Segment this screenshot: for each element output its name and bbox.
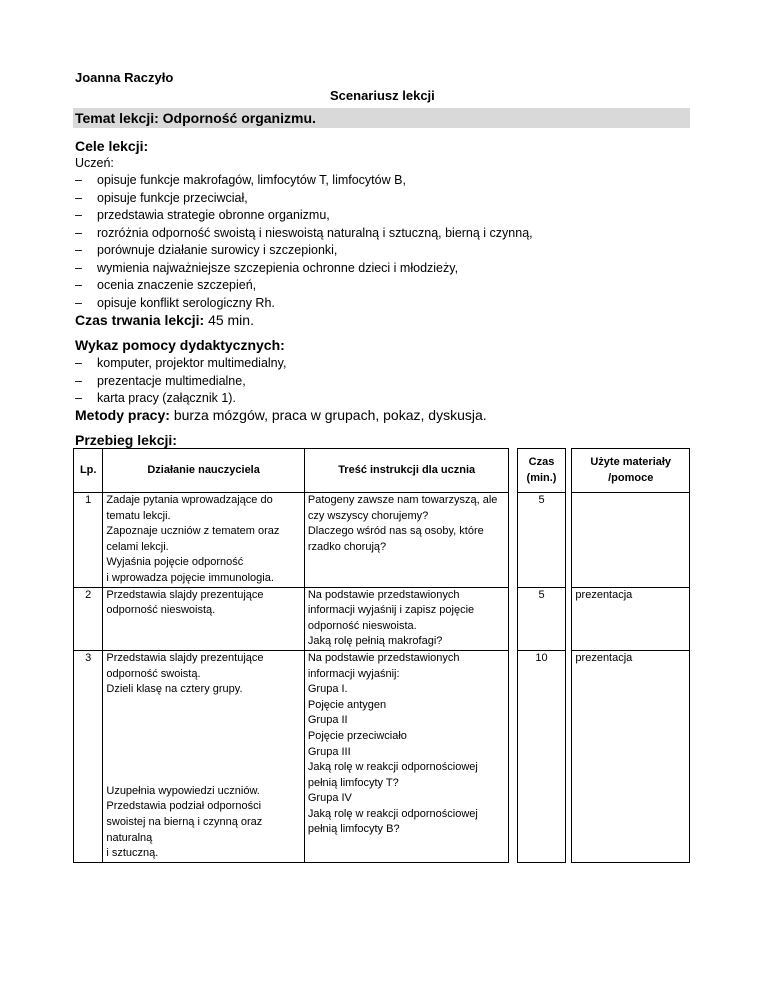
column-gap: [509, 650, 517, 862]
teacher-line: i wprowadza pojęcie immunologia.: [106, 571, 274, 584]
instruction-line: Pojęcie antygen: [307, 698, 387, 711]
teacher-line: Przedstawia slajdy prezentujące odporność swoistą.: [106, 651, 264, 680]
duration-label: Czas trwania lekcji:: [75, 312, 205, 328]
duration-value: 45 min.: [208, 312, 254, 328]
column-gap: [509, 449, 517, 493]
table-header-row: [74, 449, 690, 493]
teacher-line: Wyjaśnia pojęcie odporność: [106, 556, 244, 569]
teacher-action: [103, 650, 304, 862]
goal-item: – ocenia znaczenie szczepień,: [75, 277, 690, 295]
methods: [75, 407, 487, 423]
document-title: Scenariusz lekcji: [330, 88, 435, 103]
table-row: [74, 493, 690, 588]
instruction-line: Grupa II: [307, 714, 348, 727]
materials: prezentacja: [572, 587, 690, 650]
materials: [572, 493, 690, 588]
teacher-action: [103, 587, 304, 650]
goals-heading: Cele lekcji:: [75, 138, 149, 154]
teacher-line: Uzupełnia wypowiedzi uczniów.: [106, 784, 260, 797]
lesson-topic: Temat lekcji: Odporność organizmu.: [75, 110, 316, 126]
instruction-line: Grupa IV: [307, 792, 352, 805]
teacher-action: [103, 493, 304, 588]
instruction-line: Grupa I.: [307, 683, 348, 696]
teacher-line: Przedstawia podział odporności swoistej na bierną i czynną oraz naturalną: [106, 800, 263, 844]
table-row: [74, 650, 690, 862]
goals-list: [75, 172, 690, 312]
instruction-line: Patogeny zawsze nam towarzyszą, ale czy wszyscy chorujemy?: [307, 494, 498, 522]
aids-list: [75, 355, 690, 408]
duration: [75, 312, 254, 328]
goal-item: – opisuje funkcje makrofagów, limfocytów T, limfocytów B,: [75, 172, 690, 190]
col-header-time: Czas (min.): [517, 449, 565, 493]
teacher-line: Zadaje pytania wprowadzające do tematu lekcji.: [106, 494, 273, 522]
instruction-line: Grupa III: [307, 745, 351, 758]
row-number: 1: [74, 493, 103, 588]
teacher-line: i sztuczną.: [106, 847, 159, 860]
time-minutes: 5: [517, 493, 565, 588]
time-minutes: 10: [517, 650, 565, 862]
spacer: [106, 698, 300, 784]
student-instruction: [304, 493, 509, 588]
instruction-line: Jaką rolę pełnią makrofagi?: [307, 635, 443, 648]
instruction-line: Jaką rolę w reakcji odpornościowej pełnią limfocyty T?: [307, 761, 478, 789]
instruction-line: Na podstawie przedstawionych informacji wyjaśnij:: [307, 651, 460, 680]
goal-item: – rozróżnia odporność swoistą i nieswoistą naturalną i sztuczną, bierną i czynną,: [75, 225, 690, 243]
table-row: [74, 587, 690, 650]
methods-label: Metody pracy:: [75, 407, 170, 423]
teacher-line: Przedstawia slajdy prezentujące odporność nieswoistą.: [106, 588, 264, 617]
aids-heading: Wykaz pomocy dydaktycznych:: [75, 337, 285, 353]
student-instruction: [304, 650, 509, 862]
column-gap: [509, 587, 517, 650]
row-number: 2: [74, 587, 103, 650]
goal-item: – przedstawia strategie obronne organizmu,: [75, 207, 690, 225]
instruction-line: Jaką rolę w reakcji odpornościowej pełnią limfocyty B?: [307, 807, 478, 836]
goal-item: – opisuje konflikt serologiczny Rh.: [75, 295, 690, 313]
aid-item: – karta pracy (załącznik 1).: [75, 390, 690, 408]
time-minutes: 5: [517, 587, 565, 650]
goals-intro: Uczeń:: [75, 156, 114, 170]
aid-item: – prezentacje multimedialne,: [75, 373, 690, 391]
methods-value: burza mózgów, praca w grupach, pokaz, dyskusja.: [173, 407, 487, 423]
student-instruction: [304, 587, 509, 650]
lesson-plan-table: [73, 448, 690, 863]
course-heading: Przebieg lekcji:: [75, 432, 177, 448]
aid-item: – komputer, projektor multimedialny,: [75, 355, 690, 373]
teacher-line: Dzieli klasę na cztery grupy.: [106, 683, 243, 696]
col-header-lp: Lp.: [74, 449, 103, 493]
col-header-materials: Użyte materiały /pomoce: [572, 449, 690, 493]
col-header-teacher: Działanie nauczyciela: [103, 449, 304, 493]
goal-item: – porównuje działanie surowicy i szczepionki,: [75, 242, 690, 260]
goal-item: – opisuje funkcje przeciwciał,: [75, 190, 690, 208]
teacher-line: Zapoznaje uczniów z tematem oraz celami lekcji.: [106, 525, 280, 553]
author-name: Joanna Raczyło: [75, 70, 174, 85]
row-number: 3: [74, 650, 103, 862]
instruction-line: Pojęcie przeciwciało: [307, 729, 407, 742]
column-gap: [509, 493, 517, 588]
goal-item: – wymienia najważniejsze szczepienia ochronne dzieci i młodzieży,: [75, 260, 690, 278]
instruction-line: Dlaczego wśród nas są osoby, które rzadko chorują?: [307, 525, 484, 553]
col-header-instruction: Treść instrukcji dla ucznia: [304, 449, 509, 493]
instruction-line: Na podstawie przedstawionych informacji wyjaśnij i zapisz pojęcie odporność nieswoista.: [307, 588, 475, 632]
materials: prezentacja: [572, 650, 690, 862]
